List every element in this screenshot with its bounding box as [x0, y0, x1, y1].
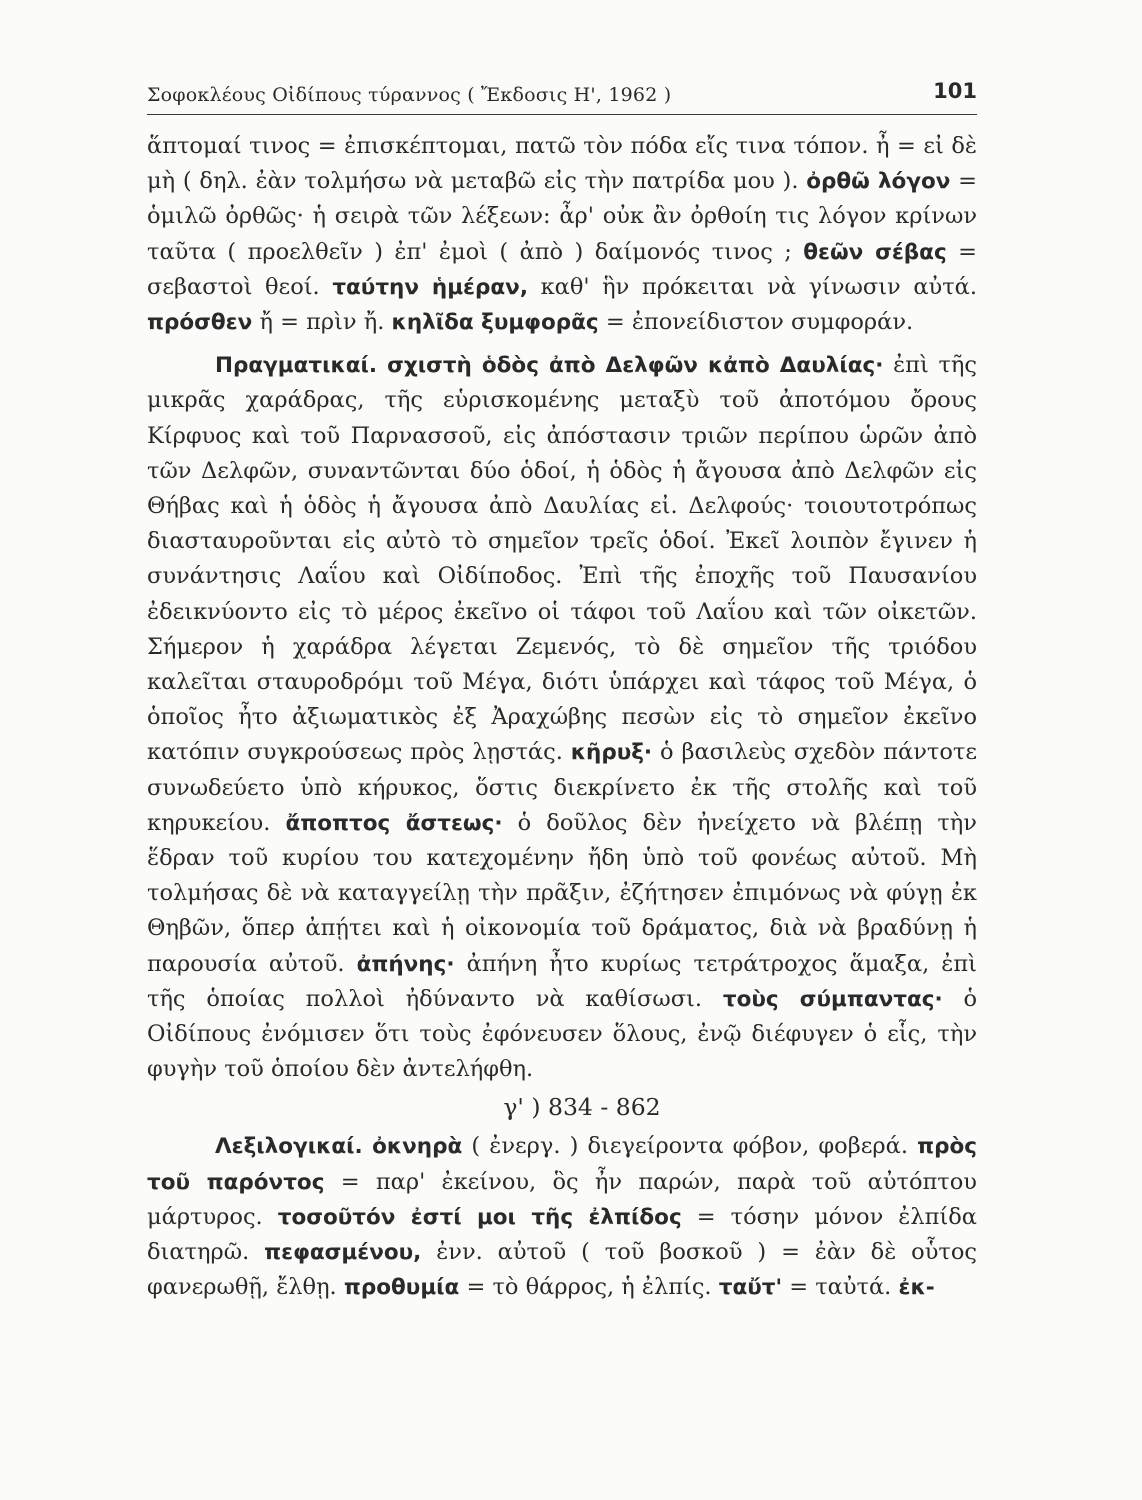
page-number: 101: [933, 79, 977, 103]
page-body: [147, 129, 977, 1306]
lemma: ἐκ-: [898, 1275, 935, 1301]
lemma: θεῶν σέβας: [803, 239, 947, 265]
paragraph-pragmatikai: Πραγματικαί. σχιστὴ ὁδὸς ἀπὸ Δελφῶν κἀπὸ Δαυλίας· ἐπὶ τῆς μικρᾶς χαράδρας, τῆς εὑρισκομένης μεταξὺ τοῦ ἀποτόμου ὄρους Κίρφυος καὶ τοῦ Παρνασσοῦ, εἰς ἀπόστασιν τριῶν περίπου ὡρῶν ἀπὸ τῶν Δελφῶν, συναντῶνται δύο ὁδοί, ἡ ὁδὸς ἡ ἄγουσα ἀπὸ Δελφῶν εἰς Θήβας καὶ ἡ ὁδὸς ἡ ἄγουσα ἀπὸ Δαυλίας εἰ. Δελφούς· τοιουτοτρόπως διασταυροῦνται εἰς αὐτὸ τὸ σημεῖον τρεῖς ὁδοί. Ἐκεῖ λοιπὸν ἔγινεν ἡ συνάντησις Λαΐου καὶ Οἰδίποδος. Ἐπὶ τῆς ἐποχῆς τοῦ Παυσανίου ἐδεικνύοντο εἰς τὸ μέρος ἐκεῖνο οἱ τάφοι τοῦ Λαΐου καὶ τῶν οἰκετῶν. Σήμερον ἡ χαράδρα λέγεται Ζεμενός, τὸ δὲ σημεῖον τῆς τριόδου καλεῖται σταυροδρόμι τοῦ Μέγα, διότι ὑπάρχει καὶ τάφος τοῦ Μέγα, ὁ ὁποῖος ἦτο ἀξιωματικὸς ἐξ Ἀραχώβης πεσὼν εἰς τὸ σημεῖον ἐκεῖνο κατόπιν συγκρούσεως πρὸς λῃστάς. κῆρυξ· ὁ βασιλεὺς σχεδὸν πάντοτε συνωδεύετο ὑπὸ κήρυκος, ὅστις διεκρίνετο ἐκ τῆς στολῆς καὶ τοῦ κηρυκείου. ἄποπτος ἄστεως· ὁ δοῦλος δὲν ἠνείχετο νὰ βλέπῃ τὴν ἕδραν τοῦ κυρίου του κατεχομένην ἤδη ὑπὸ τοῦ φονέως αὐτοῦ. Μὴ τολμήσας δὲ νὰ καταγγείλῃ τὴν πρᾶξιν, ἐζήτησεν ἐπιμόνως νὰ φύγῃ ἐκ Θηβῶν, ὅπερ ἀπῄτει καὶ ἡ οἰκονομία τοῦ δράματος, διὰ νὰ βραδύνῃ ἡ παρουσία αὐτοῦ. ἀπήνης· ἀπήνη ἦτο κυρίως τετράτροχος ἅμαξα, ἐπὶ τῆς ὁποίας πολλοὶ ἠδύναντο νὰ καθίσωσι. τοὺς σύμπαντας· ὁ Οἰδίπους ἐνόμισεν ὅτι τοὺς ἐφόνευσεν ὅλους, ἐνῷ διέφυγεν ὁ εἷς, τὴν φυγὴν τοῦ ὁποίου δὲν ἀντελήφθη.: [147, 352, 978, 1083]
page-header: [147, 76, 977, 115]
running-title: Σοφοκλέους Οἰδίπους τύραννος ( Ἔκδοσις Η', 1962 ): [147, 84, 672, 106]
lemma: ταύτην ἡμέραν,: [332, 274, 528, 300]
lemma: Λεξιλογικαί. ὀκνηρὰ: [215, 1134, 463, 1160]
lemma: κηλῖδα ξυμφορᾶς: [391, 310, 599, 336]
lemma: πρόσθεν: [147, 310, 253, 336]
lemma: ἄποπτος ἄστεως·: [285, 810, 503, 836]
paragraph-lexilogikai: Λεξιλογικαί. ὀκνηρὰ ( ἐνεργ. ) διεγείροντα φόβον, φοβερά. πρὸς τοῦ παρόντος = παρ' ἐκείνου, ὃς ἦν παρών, παρὰ τοῦ αὐτόπτου μάρτυρος. τοσοῦτόν ἐστί μοι τῆς ἐλπίδος = τόσην μόνον ἐλπίδα διατηρῶ. πεφασμένου, ἐνν. αὐτοῦ ( τοῦ βοσκοῦ ) = ἐὰν δὲ οὗτος φανερωθῇ, ἔλθῃ. προθυμία = τὸ θάρρος, ἡ ἐλπίς. ταὔτ' = ταὐτά. ἐκ-: [147, 1133, 977, 1301]
lemma: ταὔτ': [718, 1275, 783, 1301]
lemma: πεφασμένου,: [264, 1240, 422, 1266]
lemma: ὀρθῶ λόγον: [806, 169, 951, 195]
lemma: τοσοῦτόν ἐστί μοι τῆς ἐλπίδος: [277, 1204, 682, 1230]
lemma: πρὸς τοῦ παρόντος: [147, 1134, 977, 1195]
lemma: τοὺς σύμπαντας·: [722, 986, 943, 1012]
lemma: Πραγματικαί. σχιστὴ ὁδὸς ἀπὸ Δελφῶν κἀπὸ Δαυλίας·: [215, 353, 884, 379]
lemma: κῆρυξ·: [570, 740, 653, 766]
section-heading: γ' ) 834 - 862: [503, 1093, 661, 1122]
lemma: ἀπήνης·: [356, 951, 455, 977]
paragraph-continuation: ἅπτομαί τινος = ἐπισκέπτομαι, πατῶ τὸν πόδα εἴς τινα τόπον. ἦ = εἰ δὲ μὴ ( δηλ. ἐὰν τολμήσω νὰ μεταβῶ εἰς τὴν πατρίδα μου ). ὀρθῶ λόγον = ὁμιλῶ ὀρθῶς· ἡ σειρὰ τῶν λέξεων: ἆρ' οὐκ ἂν ὀρθοίη τις λόγον κρίνων ταῦτα ( προελθεῖν ) ἐπ' ἐμοὶ ( ἀπὸ ) δαίμονός τινος ; θεῶν σέβας = σεβαστοὶ θεοί. ταύτην ἡμέραν, καθ' ἣν πρόκειται νὰ γίνωσιν αὐτά. πρόσθεν ἤ = πρὶν ἤ. κηλῖδα ξυμφορᾶς = ἐπονείδιστον συμφοράν.: [147, 133, 977, 336]
lemma: προθυμία: [343, 1275, 460, 1301]
